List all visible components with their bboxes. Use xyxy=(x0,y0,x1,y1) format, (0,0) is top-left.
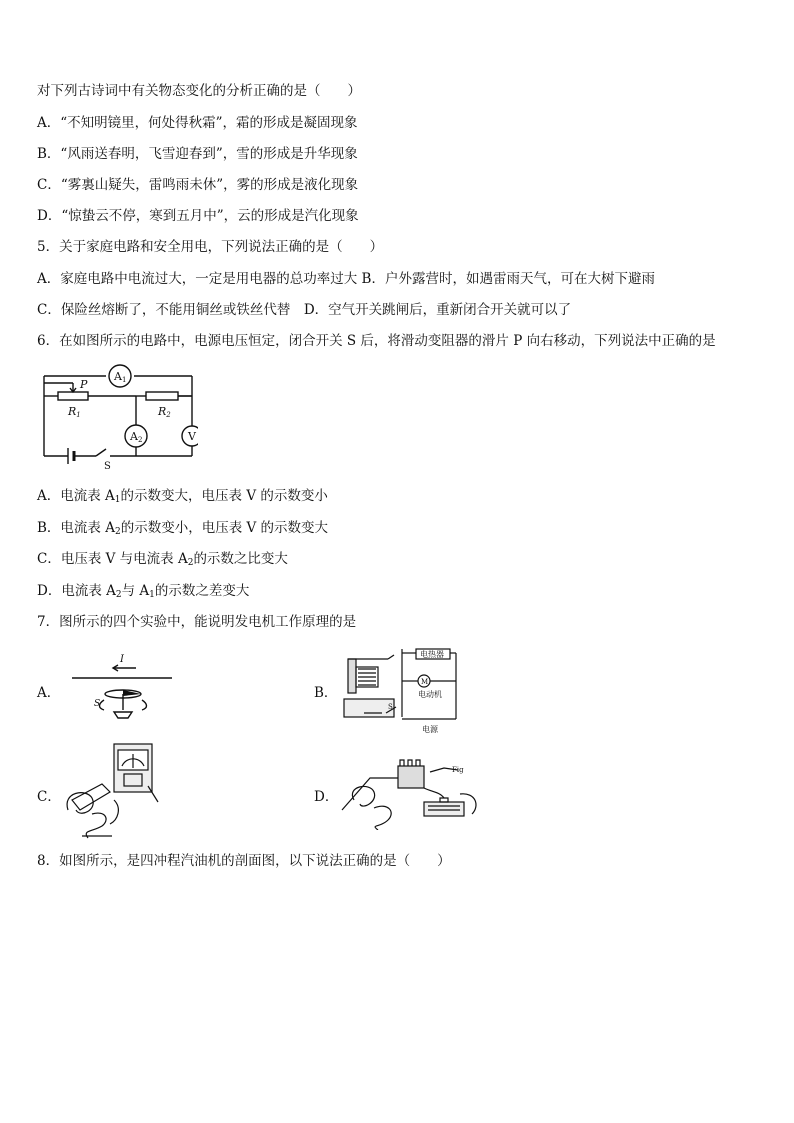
q7-figure-c-generator-meter xyxy=(62,740,172,840)
q8-stem: 8．如图所示，是四冲程汽油机的剖面图，以下说法正确的是（ ） xyxy=(37,853,451,869)
q6-voltmeter-label: V xyxy=(188,430,196,443)
q6-stem: 6．在如图所示的电路中，电源电压恒定，闭合开关 S 后，将滑动变阻器的滑片 P 向右移动，下列说法中正确的是 xyxy=(37,333,716,349)
q4-option-c: C．“雾裏山疑失，雷鸣雨未休”，雾的形成是液化现象 xyxy=(37,177,359,193)
q4-stem: 对下列古诗词中有关物态变化的分析正确的是（ ） xyxy=(37,83,361,99)
q7d-marker-icon: Fig xyxy=(452,766,464,774)
q5-stem: 5．关于家庭电路和安全用电，下列说法正确的是（ ） xyxy=(37,239,384,255)
q7a-current-label: I xyxy=(120,654,124,665)
q6-option-a: A．电流表 $A_1$的示数变大，电压表 V 的示数变小 xyxy=(37,488,328,505)
q6-option-b: B．电流表 $A_2$的示数变小，电压表 V 的示数变大 xyxy=(37,520,329,537)
q6-r1-label: R1 xyxy=(68,405,81,419)
q6-ammeter-a1-label: A1 xyxy=(114,370,127,384)
q7-stem: 7．图所示的四个实验中，能说明发电机工作原理的是 xyxy=(37,614,357,630)
q6-ammeter-a2-label: A2 xyxy=(130,430,143,444)
q7-label-b: B． xyxy=(314,685,338,701)
q5-options-ab: A．家庭电路中电流过大，一定是用电器的总功率过大 B．户外露营时，如遇雷雨天气，可在大树下避雨 xyxy=(37,271,655,287)
q7-label-d: D． xyxy=(314,789,339,805)
q7b-motor-label: 电动机 xyxy=(418,690,442,699)
q7b-heater-label: 电热器 xyxy=(420,650,444,659)
q7-label-c: C． xyxy=(37,789,61,805)
q7b-switch-label: S xyxy=(388,703,393,711)
q7-label-a: A． xyxy=(37,685,61,701)
q7-figure-a-oersted xyxy=(68,650,178,725)
q7a-south-label: S xyxy=(94,699,101,709)
q7b-motor-symbol: M xyxy=(421,678,429,686)
q4-option-b: B．“风雨送春明，飞雪迎春到”，雪的形成是升华现象 xyxy=(37,146,358,162)
q7b-power-label: 电源 xyxy=(422,725,438,734)
q6-circuit-diagram xyxy=(38,363,198,473)
q6-option-c: C．电压表 V 与电流表 $A_2$的示数之比变大 xyxy=(37,551,288,568)
q7-figure-b-relay xyxy=(342,645,462,737)
q6-slider-p-label: P xyxy=(80,378,88,391)
q4-option-d: D．“惊蛰云不停，寒到五月中”，云的形成是汽化现象 xyxy=(37,208,359,224)
q6-r2-label: R2 xyxy=(158,405,171,419)
q4-option-a: A．“不知明镜里，何处得秋霜”，霜的形成是凝固现象 xyxy=(37,115,358,131)
q6-option-d: D．电流表 $A_2$与 $A_1$的示数之差变大 xyxy=(37,583,250,600)
q6-switch-label: S xyxy=(104,461,111,472)
q7-figure-d-motor-battery xyxy=(340,748,485,830)
q5-options-cd: C．保险丝熔断了，不能用铜丝或铁丝代替 D．空气开关跳闸后，重新闭合开关就可以了 xyxy=(37,302,572,318)
